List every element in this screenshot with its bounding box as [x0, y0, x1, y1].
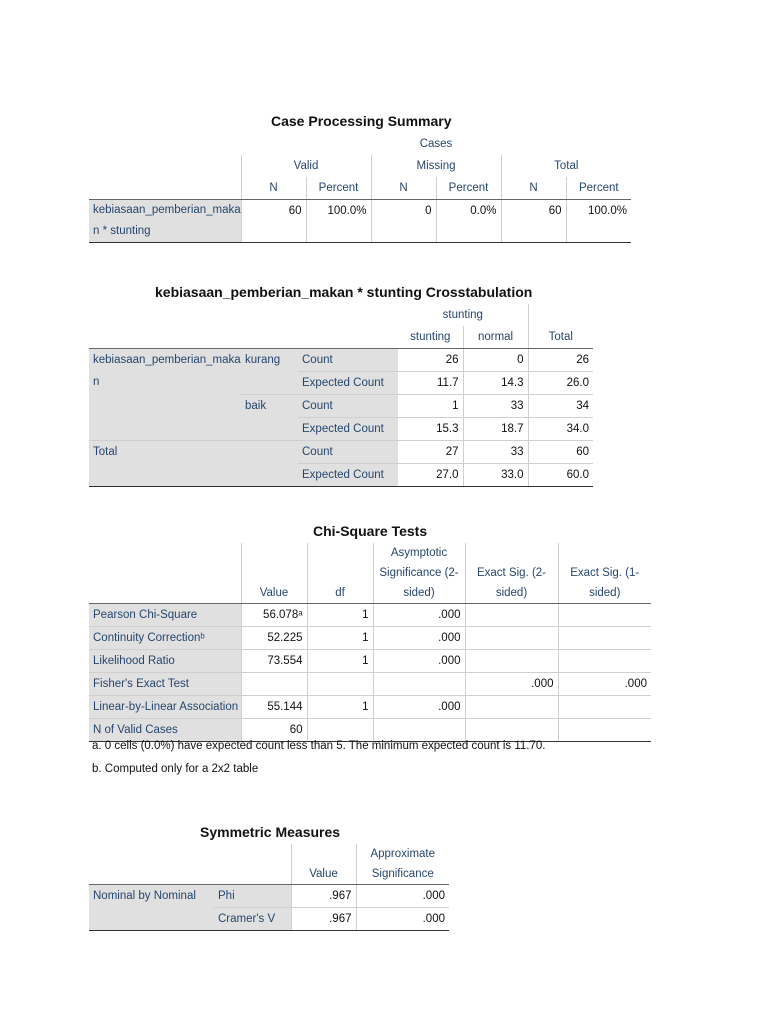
- cell: 55.144: [241, 696, 307, 719]
- cell: .000: [373, 696, 465, 719]
- cell: 33: [463, 441, 528, 464]
- row-label-line: kebiasaan_pemberian_maka: [93, 204, 241, 216]
- col-header: normal: [463, 326, 528, 349]
- symmetric-title: Symmetric Measures: [200, 824, 341, 840]
- table-row: [89, 604, 651, 627]
- stat-label: Count: [298, 395, 398, 418]
- cell: 100.0%: [306, 200, 371, 243]
- table-row: [89, 650, 651, 673]
- cell: 60: [241, 200, 306, 243]
- stat-label: Expected Count: [298, 372, 398, 395]
- footnote-b: b. Computed only for a 2x2 table: [92, 763, 259, 775]
- row-label: Continuity Correctionᵇ: [89, 627, 241, 650]
- missing-header: Missing: [371, 155, 501, 177]
- cell: [465, 650, 558, 673]
- cell: [465, 719, 558, 742]
- cell: 100.0%: [566, 200, 631, 243]
- cell: [558, 627, 651, 650]
- cell: 52.225: [241, 627, 307, 650]
- header-line: sided): [403, 587, 435, 599]
- exact-sig-2-header: [465, 543, 558, 604]
- col-header: N: [501, 177, 566, 200]
- cell: .967: [291, 908, 356, 931]
- variable-label-line: kebiasaan_pemberian_maka: [93, 354, 241, 366]
- row-label: Cramer's V: [214, 908, 291, 931]
- cell: .000: [373, 650, 465, 673]
- cell: .000: [356, 908, 449, 931]
- cell: 26.0: [528, 372, 593, 395]
- cell: 33.0: [463, 464, 528, 487]
- header-line: sided): [589, 587, 621, 599]
- df-header: df: [307, 543, 373, 604]
- cell: 26: [528, 349, 593, 372]
- row-label: N of Valid Cases: [89, 719, 241, 742]
- cell: .000: [356, 885, 449, 908]
- cell: [373, 673, 465, 696]
- cell: [307, 719, 373, 742]
- cell: 0.0%: [436, 200, 501, 243]
- cell: 0: [463, 349, 528, 372]
- row-label: Linear-by-Linear Association: [89, 696, 241, 719]
- table-row: [89, 627, 651, 650]
- crosstab-title: kebiasaan_pemberian_makan * stunting Crosstabulation: [155, 284, 533, 300]
- cell: 14.3: [463, 372, 528, 395]
- cell: 1: [307, 696, 373, 719]
- cases-header: Cases: [419, 138, 453, 150]
- stat-label: Expected Count: [298, 418, 398, 441]
- col-header: Percent: [306, 177, 371, 200]
- col-header: N: [371, 177, 436, 200]
- cell: .000: [373, 627, 465, 650]
- cell: .000: [373, 604, 465, 627]
- cell: .000: [465, 673, 558, 696]
- total-header: Total: [501, 155, 631, 177]
- cell: 1: [398, 395, 463, 418]
- group-label: Nominal by Nominal: [89, 885, 214, 931]
- cell: [465, 604, 558, 627]
- category-label: baik: [241, 395, 298, 441]
- col-header: Total: [528, 326, 593, 349]
- cell: 34.0: [528, 418, 593, 441]
- cell: 15.3: [398, 418, 463, 441]
- col-header: Percent: [566, 177, 631, 200]
- cell: [373, 719, 465, 742]
- stunting-group-header: stunting: [442, 309, 483, 321]
- cell: 60: [501, 200, 566, 243]
- row-label: Phi: [214, 885, 291, 908]
- header-line: Asymptotic: [390, 547, 448, 559]
- value-header: Value: [291, 844, 356, 885]
- col-header: Percent: [436, 177, 501, 200]
- cell: [558, 650, 651, 673]
- valid-header: Valid: [241, 155, 371, 177]
- col-header: N: [241, 177, 306, 200]
- symmetric-table: [89, 844, 449, 931]
- chi-square-title: Chi-Square Tests: [313, 523, 428, 539]
- header-line: Significance: [371, 868, 434, 880]
- asymptotic-header: [373, 543, 465, 604]
- cell: 26: [445, 354, 459, 366]
- cell: 11.7: [398, 372, 463, 395]
- row-label: Fisher's Exact Test: [89, 673, 241, 696]
- cell: 18.7: [463, 418, 528, 441]
- crosstab-table: [89, 304, 593, 487]
- table-row: [89, 673, 651, 696]
- row-label: [89, 200, 241, 243]
- cell: [558, 696, 651, 719]
- cell: .000: [558, 673, 651, 696]
- cell: 27.0: [398, 464, 463, 487]
- exact-sig-1-header: [558, 543, 651, 604]
- total-row-label: Total: [89, 441, 298, 487]
- cell: 33: [463, 395, 528, 418]
- cell: 1: [307, 627, 373, 650]
- stat-label: Count: [298, 349, 398, 372]
- chi-square-table: [89, 543, 651, 742]
- table-row: [89, 719, 651, 742]
- cell: 60: [241, 719, 307, 742]
- cell: 27: [398, 441, 463, 464]
- category-label: kurang: [241, 349, 298, 395]
- variable-label: [89, 349, 241, 441]
- cell: [558, 719, 651, 742]
- case-processing-table: [89, 133, 631, 243]
- table-row: [89, 696, 651, 719]
- row-label: Likelihood Ratio: [89, 650, 241, 673]
- footnote-a: a. 0 cells (0.0%) have expected count less than 5. The minimum expected count is 11.70.: [92, 740, 546, 752]
- stat-label: Expected Count: [298, 464, 398, 487]
- value-header: Value: [241, 543, 307, 604]
- cell: [558, 604, 651, 627]
- cell: [465, 627, 558, 650]
- col-header: stunting: [398, 326, 463, 349]
- header-line: Exact Sig. (1-: [570, 567, 640, 579]
- header-line: Significance (2-: [379, 567, 459, 579]
- header-line: sided): [495, 587, 528, 599]
- table-row: [89, 885, 449, 908]
- cell: 56.078ᵃ: [241, 604, 307, 627]
- stat-label: Count: [298, 441, 398, 464]
- cell: 34: [528, 395, 593, 418]
- row-label: Pearson Chi-Square: [89, 604, 241, 627]
- header-line: Exact Sig. (2-: [476, 567, 547, 579]
- cell: 73.554: [241, 650, 307, 673]
- cell: 60.0: [528, 464, 593, 487]
- header-line: Approximate: [370, 848, 436, 860]
- cell: 0: [371, 200, 436, 243]
- cell: [465, 696, 558, 719]
- row-label-line: n * stunting: [93, 225, 151, 237]
- cell: 60: [528, 441, 593, 464]
- cell: [241, 673, 307, 696]
- cell: .967: [291, 885, 356, 908]
- case-processing-title: Case Processing Summary: [271, 113, 452, 129]
- cell: 1: [307, 650, 373, 673]
- variable-label-line: n: [93, 376, 100, 388]
- approx-sig-header: [356, 844, 449, 885]
- cell: [307, 673, 373, 696]
- cell: 1: [307, 604, 373, 627]
